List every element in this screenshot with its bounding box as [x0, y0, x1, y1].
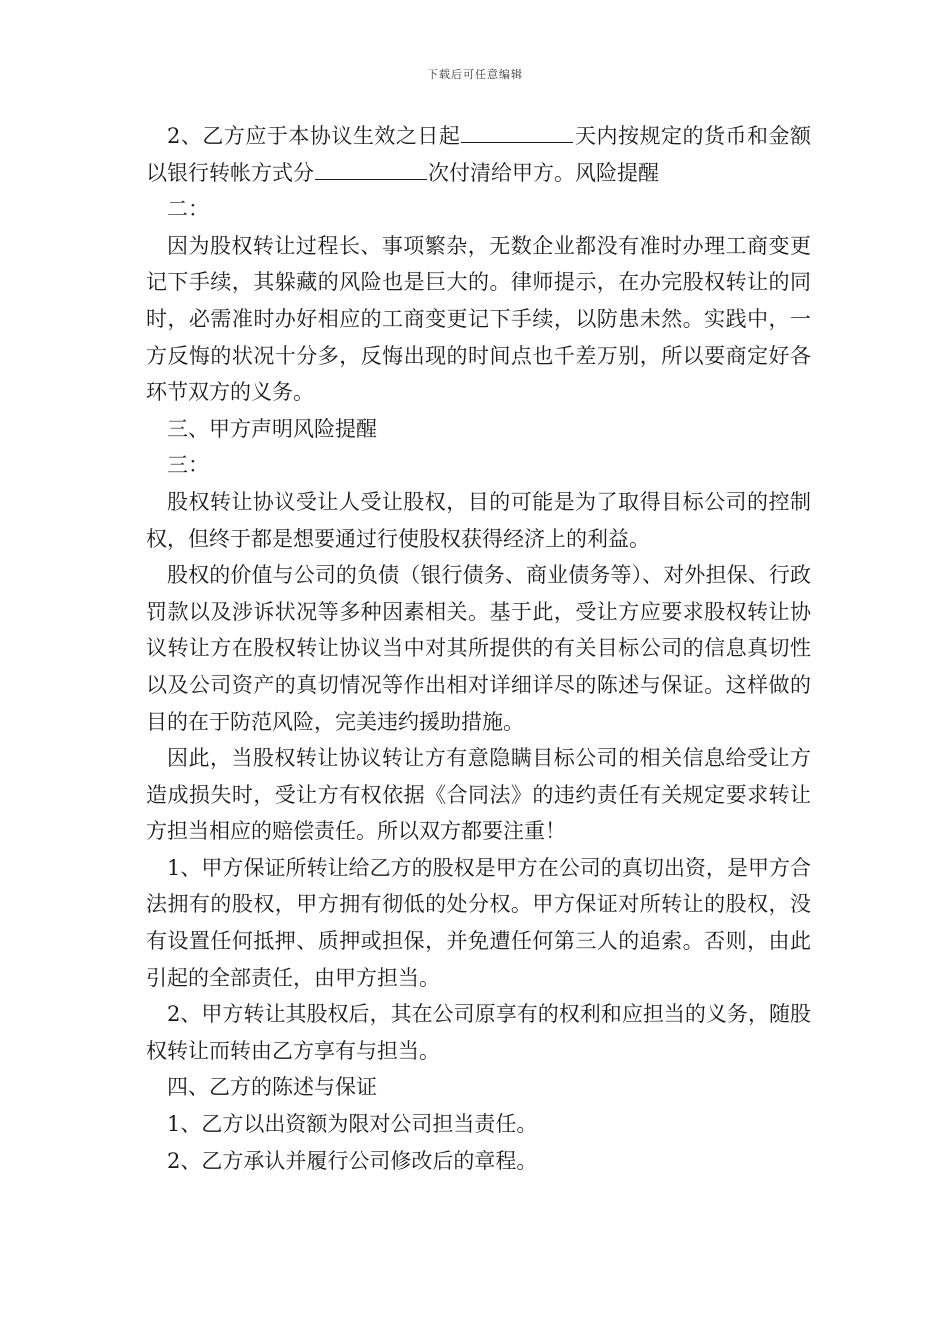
clause-party-a-2: 2、甲方转让其股权后，其在公司原享有的权利和应担当的义务，随股权转让而转由乙方享有与担当。	[146, 1002, 811, 1063]
blank-days-field[interactable]	[461, 122, 573, 143]
clause-party-a-1: 1、甲方保证所转让给乙方的股权是甲方在公司的真切出资，是甲方合法拥有的股权，甲方拥有彻低的处分权。甲方保证对所转让的股权，没有设置任何抵押、质押或担保，并免遭任何第三人的追索。否则，由此引起的全部责任，由甲方担当。	[146, 855, 811, 990]
blank-installments-field[interactable]	[315, 159, 427, 180]
heading-three: 三：	[167, 453, 209, 478]
paragraph-equity-value: 股权的价值与公司的负债（银行债务、商业债务等）、对外担保、行政罚款以及涉诉状况等多种因素相关。基于此，受让方应要求股权转让协议转让方在股权转让协议当中对其所提供的有关目标公司的信息真切性以及公司资产的真切情况等作出相对详细详尽的陈述与保证。这样做的目的在于防范风险，完美违约援助措施。	[146, 563, 811, 734]
payment-terms-part-2: 天内按规定的货币和金额以银行转帐方式分	[146, 124, 811, 185]
paragraph-compensation: 因此，当股权转让协议转让方有意隐瞒目标公司的相关信息给受让方造成损失时，受让方有权依据《合同法》的违约责任有关规定要求转让方担当相应的赔偿责任。所以双方都要注重！	[146, 746, 811, 844]
paragraph-registration-risk: 因为股权转让过程长、事项繁杂，无数企业都没有准时办理工商变更记下手续，其躲藏的风险也是巨大的。律师提示，在办完股权转让的同时，必需准时办好相应的工商变更记下手续，以防患未然。实践中，一方反悔的状况十分多，反悔出现的时间点也千差万别，所以要商定好各环节双方的义务。	[146, 233, 811, 405]
section-heading-party-a: 三、甲方声明风险提醒	[167, 416, 377, 441]
clause-party-b-2: 2、乙方承认并履行公司修改后的章程。	[167, 1148, 538, 1173]
payment-terms-part-1: 2、乙方应于本协议生效之日起	[167, 124, 461, 148]
clause-party-b-1: 1、乙方以出资额为限对公司担当责任。	[167, 1112, 538, 1137]
heading-two: 二：	[167, 197, 209, 222]
paragraph-transferee-purpose: 股权转让协议受让人受让股权，目的可能是为了取得目标公司的控制权，但终于都是想要通过行使股权获得经济上的利益。	[146, 489, 811, 551]
document-body	[146, 118, 811, 1179]
paragraph-payment-terms	[146, 118, 811, 191]
page-header: 下载后可任意编辑	[427, 68, 523, 81]
payment-terms-part-3: 次付清给甲方。风险提醒	[428, 160, 659, 185]
section-heading-party-b: 四、乙方的陈述与保证	[167, 1075, 377, 1100]
